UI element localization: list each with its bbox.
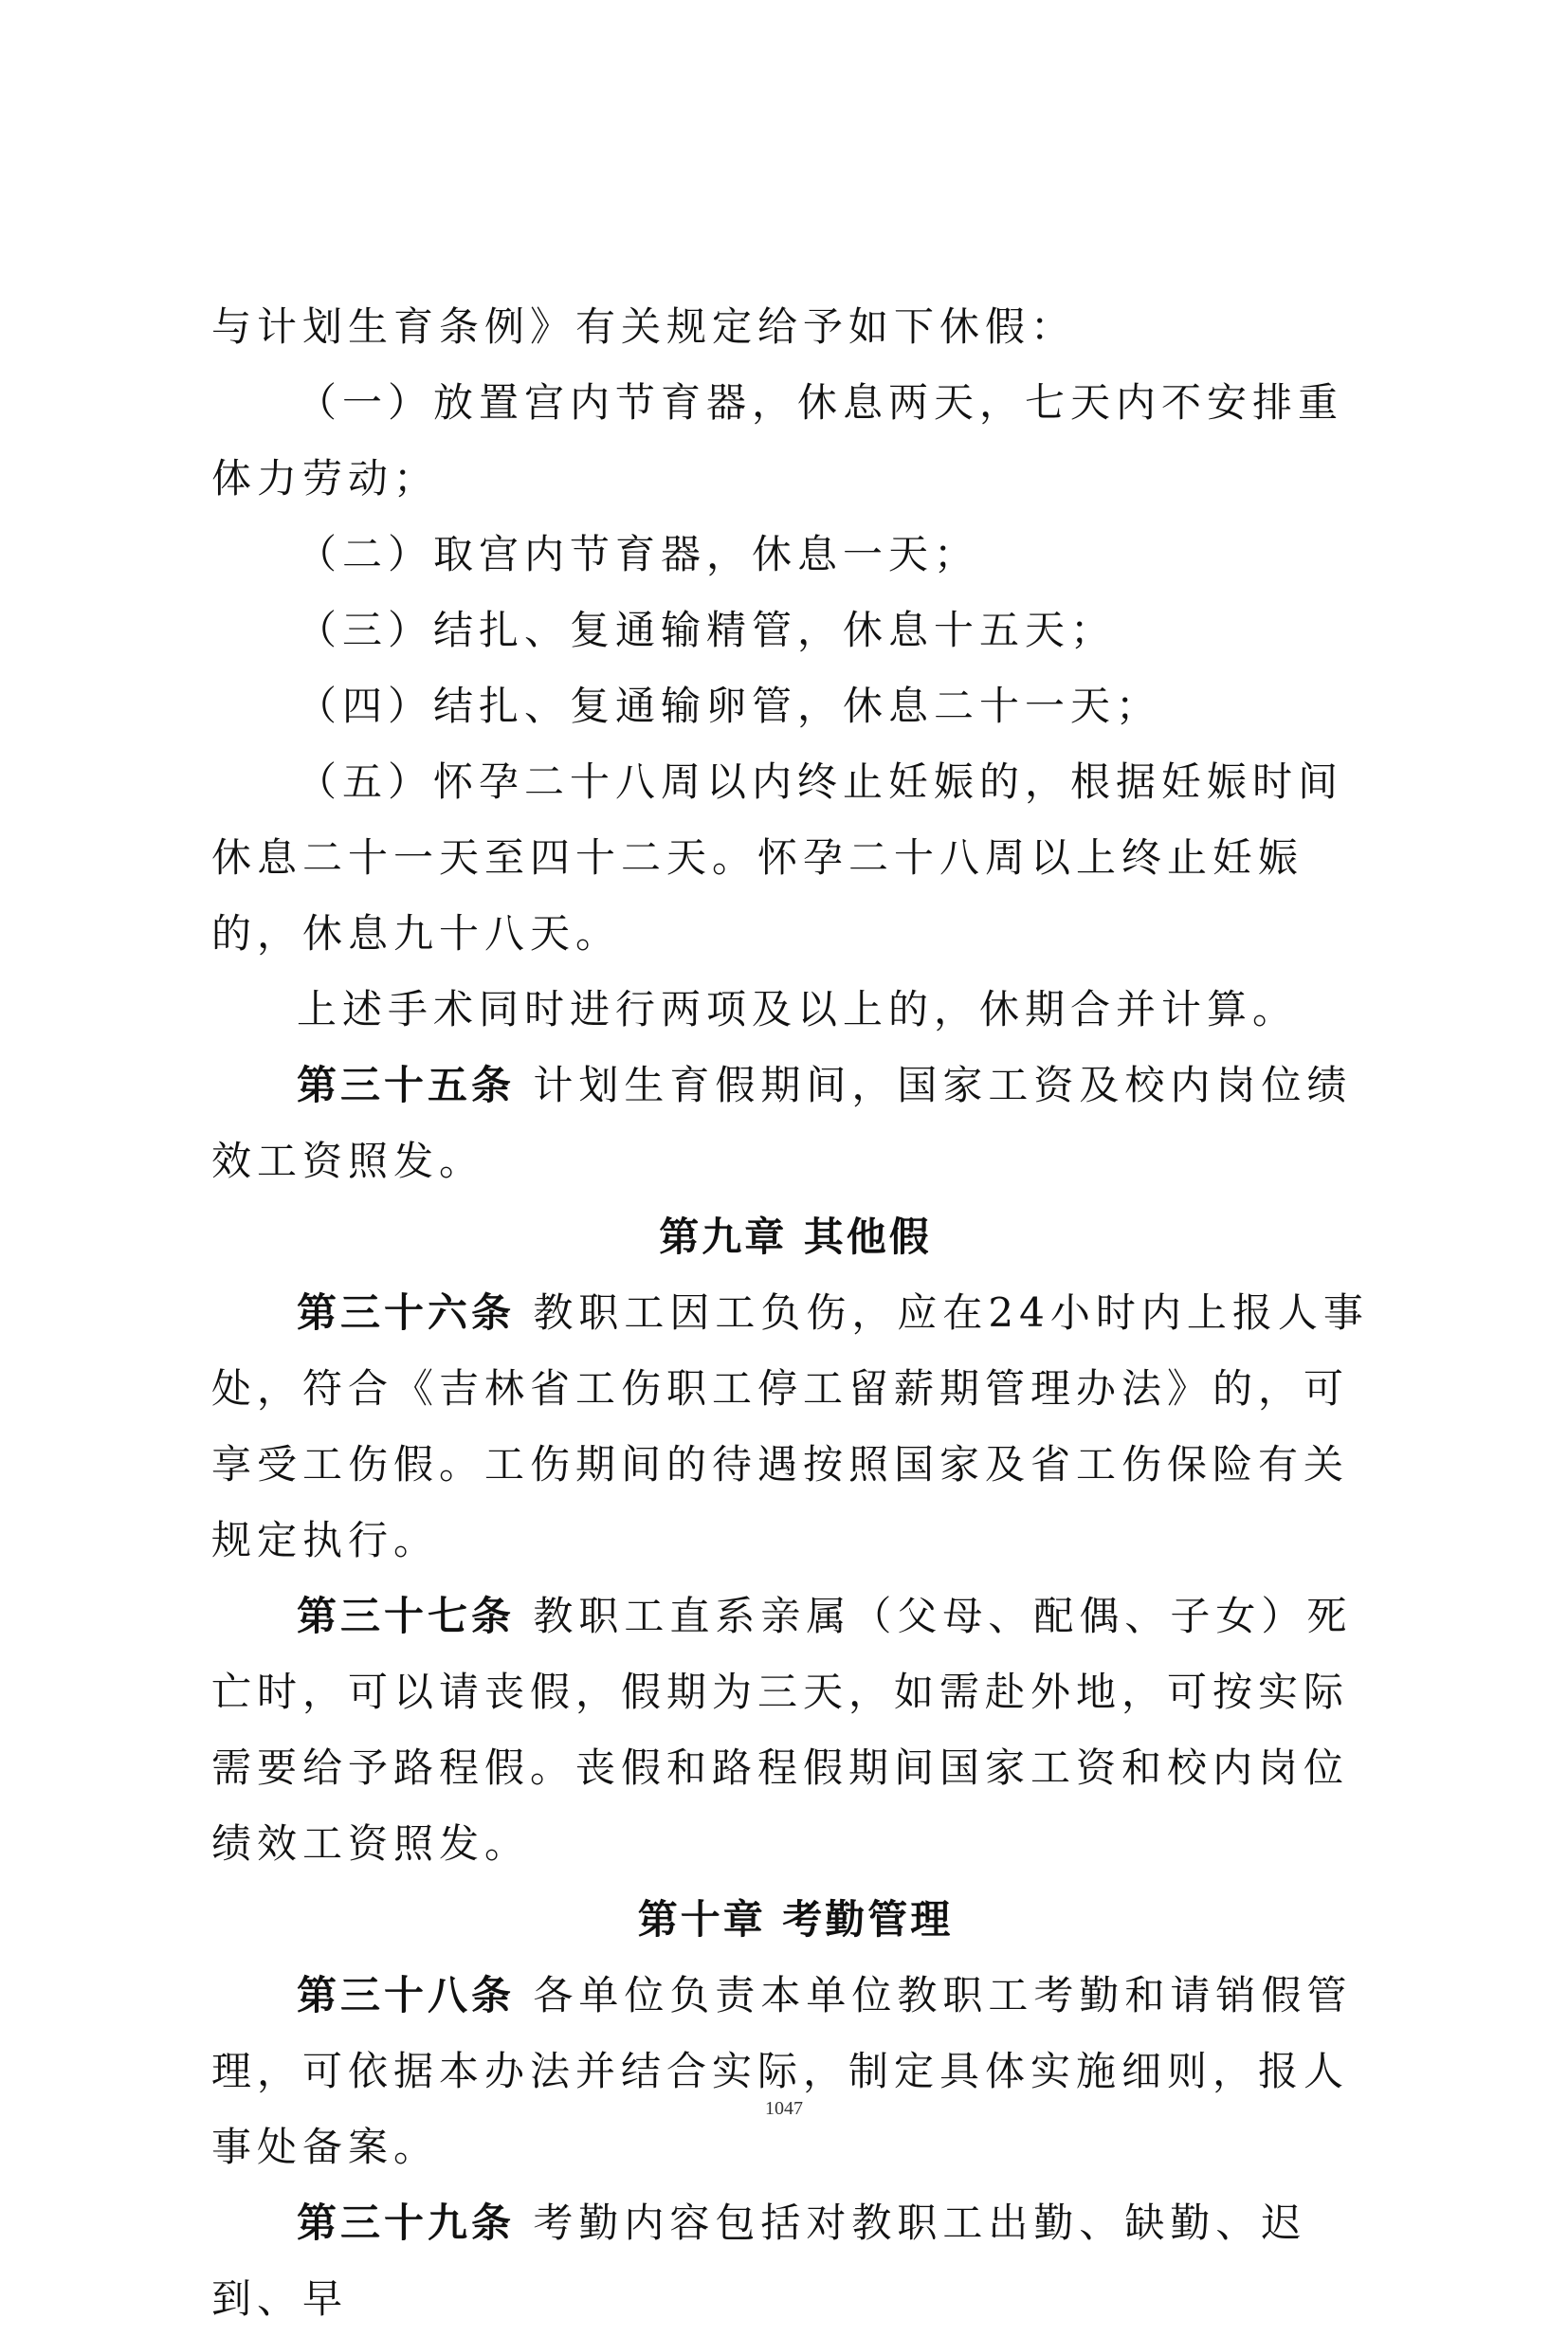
paragraph-note: 上述手术同时进行两项及以上的，休期合并计算。 — [297, 986, 1299, 1032]
list-item-3: （三）结扎、复通输精管，休息十五天； — [297, 607, 1117, 653]
article-text: 教职工直系亲属（父母、配偶、子女）死亡时，可以请丧假，假期为三天，如需赴外地，可按实际需要给予路程假。丧假和路程假期间国家工资和校内岗位绩效工资照发。 — [211, 1593, 1353, 1867]
article-label: 第三十九条 — [297, 2200, 516, 2246]
article-text: 考勤内容包括对教职工出勤、缺勤、迟到、早 — [211, 2200, 1307, 2322]
article-label: 第三十八条 — [297, 1972, 516, 2018]
article-text: 各单位负责本单位教职工考勤和请销假管理，可依据本办法并结合实际，制定具体实施细则，报人事处备案。 — [211, 1972, 1353, 2170]
article-text: 计划生育假期间，国家工资及校内岗位绩效工资照发。 — [211, 1062, 1353, 1184]
article-36 — [211, 1275, 1379, 1579]
article-37 — [211, 1579, 1379, 1882]
article-39 — [211, 2185, 1379, 2337]
article-38 — [211, 1958, 1379, 2185]
document-body — [211, 289, 1379, 2337]
article-label: 第三十七条 — [297, 1593, 516, 1639]
article-text: 教职工因工负伤，应在24小时内上报人事处，符合《吉林省工伤职工停工留薪期管理办法》的，可享受工伤假。工伤期间的待遇按照国家及省工伤保险有关规定执行。 — [211, 1289, 1369, 1563]
list-item-2: （二）取宫内节育器，休息一天； — [297, 531, 980, 577]
chapter-title-10: 第十章 考勤管理 — [637, 1896, 954, 1943]
paragraph-intro: 与计划生育条例》有关规定给予如下休假： — [211, 303, 1077, 350]
article-35 — [211, 1048, 1379, 1199]
list-item-5: （五）怀孕二十八周以内终止妊娠的，根据妊娠时间休息二十一天至四十二天。怀孕二十八周以上终止妊娠的，休息九十八天。 — [211, 758, 1344, 957]
chapter-title-9: 第九章 其他假 — [659, 1214, 932, 1260]
list-item-4: （四）结扎、复通输卵管，休息二十一天； — [297, 683, 1162, 729]
page-number: 1047 — [765, 2098, 803, 2119]
list-item-1: （一）放置宫内节育器，休息两天，七天内不安排重体力劳动； — [211, 379, 1344, 502]
article-label: 第三十五条 — [297, 1062, 516, 1108]
article-label: 第三十六条 — [297, 1289, 516, 1336]
